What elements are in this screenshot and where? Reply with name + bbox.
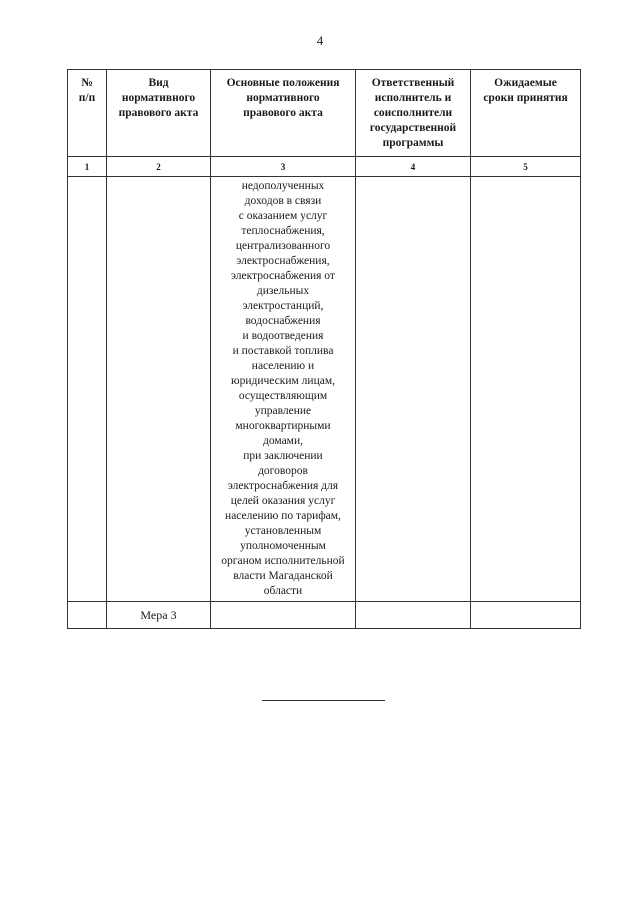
header-responsible-executor: Ответственный исполнитель и соисполнители государственной программы xyxy=(356,70,471,157)
measure-cell-terms xyxy=(471,602,581,629)
content-cell-number xyxy=(68,177,107,602)
content-cell-executor xyxy=(356,177,471,602)
column-number-4: 4 xyxy=(356,157,471,177)
end-divider-line xyxy=(262,700,385,701)
header-main-provisions: Основные положения нормативного правового акта xyxy=(211,70,356,157)
measure-cell-label: Мера 3 xyxy=(107,602,211,629)
measure-cell-number xyxy=(68,602,107,629)
header-number: № п/п xyxy=(68,70,107,157)
table-row xyxy=(68,177,581,602)
measure-cell-provisions xyxy=(211,602,356,629)
content-cell-act-type xyxy=(107,177,211,602)
measure-cell-executor xyxy=(356,602,471,629)
provisions-text: недополученных доходов в связи с оказанием услуг теплоснабжения, централизованного электроснабжения, электроснабжения от дизельных электростанций, водоснабжения и водоотведения и поставкой топлива населению и юридическим лицам, осуществляющим управление многоквартирными домами, при заключении договоров электроснабжения для целей оказания услуг населению по тарифам, установленным уполномоченным органом исполнительной власти Магаданской области xyxy=(221,180,345,597)
header-adoption-terms: Ожидаемые сроки принятия xyxy=(471,70,581,157)
column-number-1: 1 xyxy=(68,157,107,177)
table-header-row xyxy=(68,70,581,157)
column-number-3: 3 xyxy=(211,157,356,177)
column-number-row xyxy=(68,157,581,177)
normative-acts-table xyxy=(67,69,581,629)
table-row xyxy=(68,602,581,629)
column-number-2: 2 xyxy=(107,157,211,177)
header-act-type: Вид нормативного правового акта xyxy=(107,70,211,157)
page-number: 4 xyxy=(316,33,324,48)
content-cell-provisions xyxy=(211,177,356,602)
column-number-5: 5 xyxy=(471,157,581,177)
content-cell-terms xyxy=(471,177,581,602)
